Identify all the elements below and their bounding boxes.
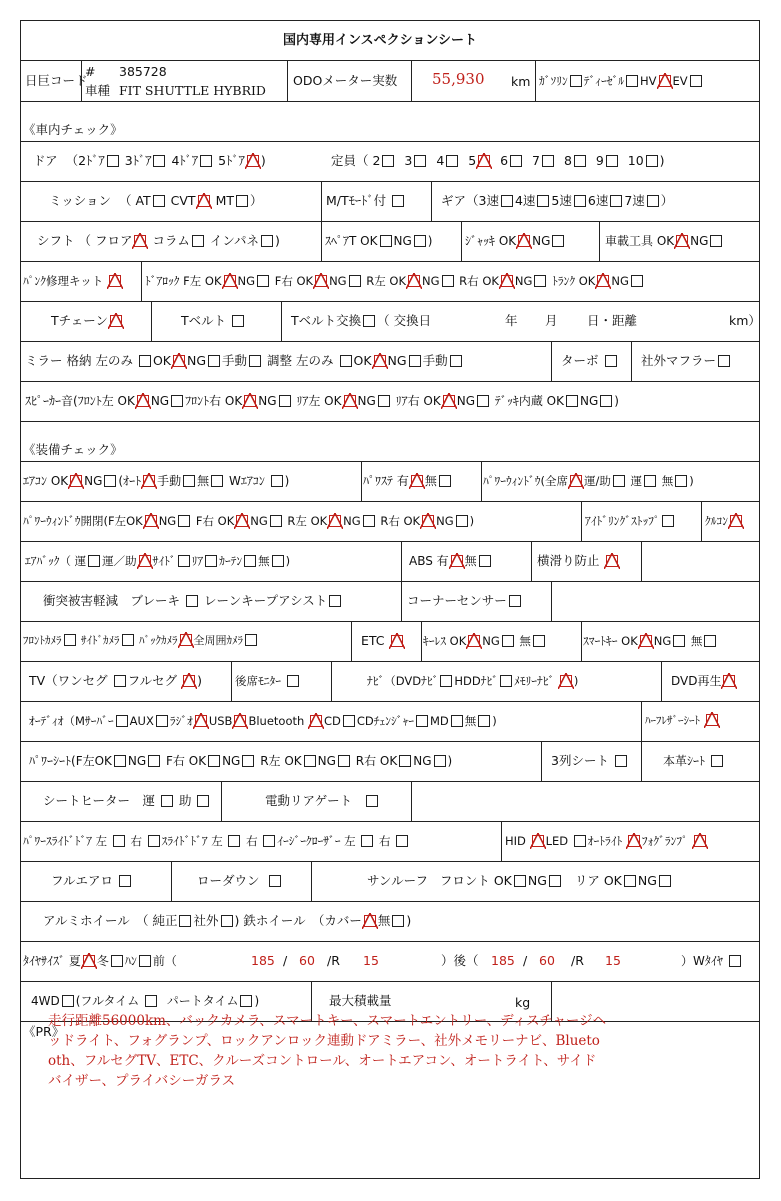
lock-rr-ok-checkbox[interactable] (501, 275, 513, 287)
jack-ng-checkbox[interactable] (552, 235, 564, 247)
tire-han-checkbox[interactable] (139, 955, 151, 967)
speaker-row: ｽﾋﾟｰｶｰ音(ﾌﾛﾝﾄ左 OK NG ﾌﾛﾝﾄ右 OK NG ﾘｱ左 OK NG ﾘｱ右 OK NG ﾃﾞｯｷ内蔵 OK NG ) (25, 394, 619, 408)
tbelt-change-row: Tベルト交換 （ 交換日 (291, 313, 432, 328)
slide-left-checkbox[interactable] (228, 835, 240, 847)
door-4-checkbox[interactable] (200, 155, 212, 167)
third-row-row: 3列シート (551, 753, 629, 769)
collision-row: 衝突被害軽減 ブレーキ レーンキープアシスト (43, 593, 343, 609)
speaker-deck-ok-checkbox[interactable] (566, 395, 578, 407)
shift-row: シフト （ フロア コラム インパネ ) (37, 233, 280, 248)
pw-fr-ng-checkbox[interactable] (270, 515, 282, 527)
easy-closer-left-checkbox[interactable] (361, 835, 373, 847)
aircon-auto-checkbox[interactable] (143, 475, 155, 487)
audio-mserver-checkbox[interactable] (116, 715, 128, 727)
gear-7-checkbox[interactable] (647, 195, 659, 207)
lights-row: HID LED ｵｰﾄﾗｲﾄ ﾌｫｸﾞﾗﾝﾌﾟ (505, 833, 708, 849)
speaker-fl-ng-checkbox[interactable] (171, 395, 183, 407)
model-name: FIT SHUTTLE HYBRID (119, 83, 266, 98)
mt-mode-checkbox[interactable] (392, 195, 404, 207)
keyless-none-checkbox[interactable] (533, 635, 545, 647)
pr-line: ッドライト、フォグランプ、ロックアンロック連動ドアミラー、社外メモリーナビ、Blueto (48, 1033, 600, 1049)
capacity-7-checkbox[interactable] (542, 155, 554, 167)
capacity-9-checkbox[interactable] (606, 155, 618, 167)
muffler-checkbox[interactable] (718, 355, 730, 367)
mirror-fold-ng-checkbox[interactable] (208, 355, 220, 367)
gear-4-checkbox[interactable] (537, 195, 549, 207)
full-aero-checkbox[interactable] (119, 875, 131, 887)
audio-row: ｵｰﾃﾞｨｵ（Mｻｰﾊﾞｰ AUX ﾗｼﾞｵ USB Bluetooth CD CDﾁｪﾝｼﾞｬｰ MD 無 ) (29, 714, 497, 728)
mirror-row: ミラー 格納 左のみ OK NG 手動 調整 左のみ OK NG 手動 (25, 353, 464, 369)
tire-summer-checkbox[interactable] (83, 955, 95, 967)
tv-fullseg-checkbox[interactable] (183, 675, 195, 687)
cruise-checkbox[interactable] (730, 515, 742, 527)
aircon-w-checkbox[interactable] (271, 475, 283, 487)
around-camera-checkbox[interactable] (245, 634, 257, 646)
audio-bluetooth-checkbox[interactable] (310, 715, 322, 727)
inspection-sheet (20, 20, 760, 1179)
tbelt-day-distance: 日・距離 (587, 313, 638, 328)
seat-heater-drv-checkbox[interactable] (161, 795, 173, 807)
smartkey-ng-checkbox[interactable] (673, 635, 685, 647)
jack-row: ｼﾞｬｯｷ OK NG (465, 233, 566, 249)
rear-tire-width: 185 (491, 953, 515, 968)
speaker-fl-ok-checkbox[interactable] (137, 395, 149, 407)
4wd-full-checkbox[interactable] (145, 995, 157, 1007)
stock-prefix: # (85, 64, 96, 79)
odo-value: 55,930 (432, 70, 485, 88)
idle-stop-checkbox[interactable] (662, 515, 674, 527)
capacity-4-checkbox[interactable] (446, 155, 458, 167)
power-steering-row: ﾊﾟﾜｽﾃ 有 無 (363, 473, 453, 489)
audio-usb-checkbox[interactable] (234, 715, 246, 727)
spare-ok-checkbox[interactable] (380, 235, 392, 247)
mission-row: ミッション （ AT CVT MT ） (49, 193, 263, 208)
navi-hdd-checkbox[interactable] (500, 675, 512, 687)
airbag-none-checkbox[interactable] (272, 555, 284, 567)
gear-5-checkbox[interactable] (574, 195, 586, 207)
abs-no-checkbox[interactable] (479, 555, 491, 567)
dvd-checkbox[interactable] (723, 675, 735, 687)
rear-monitor-row: 後席ﾓﾆﾀｰ (235, 673, 301, 689)
hv-checkbox[interactable] (659, 75, 671, 87)
steel-cover-checkbox[interactable] (364, 915, 376, 927)
tools-ng-checkbox[interactable] (710, 235, 722, 247)
power-window-none-checkbox[interactable] (675, 475, 687, 487)
pr-text (48, 1011, 658, 1091)
door-3-checkbox[interactable] (153, 155, 165, 167)
pw-fl-ng-checkbox[interactable] (178, 515, 190, 527)
pw-open-row: ﾊﾟﾜｰｳｨﾝﾄﾞｳ開閉(F左OK NG F右 OK NG R左 OK NG R右 OK NG ) (23, 514, 475, 528)
door-5-checkbox[interactable] (247, 155, 259, 167)
front-camera-checkbox[interactable] (64, 634, 76, 646)
full-aero-row: フルエアロ (51, 873, 133, 889)
camera-row: ﾌﾛﾝﾄｶﾒﾗ ｻｲﾄﾞｶﾒﾗ ﾊﾞｯｸｶﾒﾗ 全周囲ｶﾒﾗ (23, 633, 259, 649)
power-steering-yes-checkbox[interactable] (411, 475, 423, 487)
front-tire-slash: / (283, 953, 288, 968)
capacity-row: 定員（ 2 3 4 5 6 7 8 9 10 ) (331, 153, 665, 168)
aircon-ok-checkbox[interactable] (70, 475, 82, 487)
abs-yes-checkbox[interactable] (451, 555, 463, 567)
rear-tire-r: /R (571, 953, 584, 968)
seat-rr-ng-checkbox[interactable] (434, 755, 446, 767)
mirror-adjust-manual-checkbox[interactable] (450, 355, 462, 367)
aircon-row: ｴｱｺﾝ OK NG (ｵｰﾄ 手動 無 Wｴｱｺﾝ ) (23, 474, 290, 488)
half-leather-checkbox[interactable] (706, 714, 718, 726)
capacity-2-checkbox[interactable] (382, 155, 394, 167)
4wd-row: 4WD (フルタイム パートタイム ) (31, 994, 260, 1008)
code-label: 日巨コード (25, 73, 88, 88)
mt-mode-row: M/Tﾓｰﾄﾞ付 (326, 193, 406, 209)
power-window-row: ﾊﾟﾜｰｳｨﾝﾄﾞｳ(全席 運/助 運 無 ) (483, 474, 694, 488)
corner-sensor-row: コーナーセンサー (407, 593, 523, 609)
corner-sensor-checkbox[interactable] (509, 595, 521, 607)
turbo-checkbox[interactable] (605, 355, 617, 367)
capacity-10-checkbox[interactable] (646, 155, 658, 167)
rear-tire-slash: / (523, 953, 528, 968)
lock-fl-ok-checkbox[interactable] (224, 275, 236, 287)
collision-brake-checkbox[interactable] (186, 595, 198, 607)
speaker-rr-ok-checkbox[interactable] (443, 395, 455, 407)
tire-row: ﾀｲﾔｻｲｽﾞ 夏 冬 ﾊﾝ 前（ (23, 954, 177, 968)
w-tire-checkbox[interactable] (729, 955, 741, 967)
mirror-fold-left-checkbox[interactable] (139, 355, 151, 367)
navi-row: ﾅﾋﾞ（DVDﾅﾋﾞ HDDﾅﾋﾞ ﾒﾓﾘｰﾅﾋﾞ ) (367, 674, 579, 688)
audio-aux-checkbox[interactable] (156, 715, 168, 727)
power-slide-right-checkbox[interactable] (148, 835, 160, 847)
front-tire-ratio: 60 (299, 953, 315, 968)
mirror-fold-manual-checkbox[interactable] (249, 355, 261, 367)
audio-radio-checkbox[interactable] (195, 715, 207, 727)
half-leather-row: ﾊｰﾌﾚｻﾞｰｼｰﾄ (645, 713, 720, 729)
abs-row: ABS 有 無 (409, 553, 493, 569)
rear-tire-open: ）後（ (441, 953, 479, 968)
mirror-adjust-ng-checkbox[interactable] (409, 355, 421, 367)
ev-checkbox[interactable] (690, 75, 702, 87)
stock-number: 385728 (119, 64, 167, 79)
sunroof-front-ng-checkbox[interactable] (549, 875, 561, 887)
seat-rl-ok-checkbox[interactable] (304, 755, 316, 767)
seat-fr-ok-checkbox[interactable] (208, 755, 220, 767)
front-tire-rim: 15 (363, 953, 379, 968)
pw-rl-ng-checkbox[interactable] (363, 515, 375, 527)
tools-row: 車載工具 OK NG (605, 233, 724, 249)
jack-ok-checkbox[interactable] (518, 235, 530, 247)
tbelt-checkbox[interactable] (232, 315, 244, 327)
lock-trunk-ok-checkbox[interactable] (597, 275, 609, 287)
fog-lamp-checkbox[interactable] (694, 835, 706, 847)
auto-light-checkbox[interactable] (628, 835, 640, 847)
easy-closer-right-checkbox[interactable] (396, 835, 408, 847)
tools-ok-checkbox[interactable] (676, 235, 688, 247)
mirror-fold-ok-checkbox[interactable] (173, 355, 185, 367)
wheel-row: アルミホイール （ 純正 社外 ) 鉄ホイール （カバー 無 ) (43, 913, 412, 928)
back-camera-checkbox[interactable] (180, 634, 192, 646)
lane-keep-checkbox[interactable] (329, 595, 341, 607)
audio-none-checkbox[interactable] (478, 715, 490, 727)
aircon-manual-checkbox[interactable] (183, 475, 195, 487)
sunroof-rear-ok-checkbox[interactable] (624, 875, 636, 887)
rear-monitor-checkbox[interactable] (287, 675, 299, 687)
tbelt-km: km） (729, 313, 761, 328)
lowdown-row: ローダウン (197, 873, 283, 889)
airbag-drv-pass-checkbox[interactable] (139, 555, 151, 567)
mirror-adjust-ok-checkbox[interactable] (374, 355, 386, 367)
seat-heater-pass-checkbox[interactable] (197, 795, 209, 807)
gear-3-checkbox[interactable] (501, 195, 513, 207)
tire-winter-checkbox[interactable] (111, 955, 123, 967)
door-lock-row: ﾄﾞｱﾛｯｸ F左 OK NG F右 OK NG R左 OK NG R右 OK NG ﾄﾗﾝｸ OK NG (145, 273, 645, 289)
navi-memory-checkbox[interactable] (560, 675, 572, 687)
alloy-aftermarket-checkbox[interactable] (221, 915, 233, 927)
steel-none-checkbox[interactable] (392, 915, 404, 927)
cvt-checkbox[interactable] (198, 195, 210, 207)
puncture-kit-checkbox[interactable] (109, 275, 121, 287)
led-checkbox[interactable] (574, 835, 586, 847)
door-row: ドア （2ﾄﾞｱ 3ﾄﾞｱ 4ﾄﾞｱ 5ﾄﾞｱ ) (33, 153, 266, 168)
4wd-checkbox[interactable] (62, 995, 74, 1007)
tchain-row: Tチェーン (51, 313, 124, 329)
odo-unit: km (511, 74, 531, 89)
puncture-kit-row: ﾊﾟﾝｸ修理キット (23, 273, 123, 289)
diesel-checkbox[interactable] (626, 75, 638, 87)
pw-fr-ok-checkbox[interactable] (236, 515, 248, 527)
power-window-drv-checkbox[interactable] (644, 475, 656, 487)
capacity-5-checkbox[interactable] (478, 155, 490, 167)
interior-header: 《車内チェック》 (23, 122, 123, 137)
seat-rl-ng-checkbox[interactable] (338, 755, 350, 767)
mirror-adjust-left-checkbox[interactable] (340, 355, 352, 367)
power-tailgate-checkbox[interactable] (366, 795, 378, 807)
spare-row: ｽﾍﾟｱT OK NG ) (325, 234, 433, 248)
seat-heater-row: シートヒーター 運 助 (43, 793, 211, 809)
front-tire-r: /R (327, 953, 340, 968)
front-tire-width: 185 (251, 953, 275, 968)
speaker-deck-ng-checkbox[interactable] (600, 395, 612, 407)
seat-fl-ok-checkbox[interactable] (114, 755, 126, 767)
keyless-ng-checkbox[interactable] (502, 635, 514, 647)
rear-tire-rim: 15 (605, 953, 621, 968)
muffler-row: 社外マフラー (641, 353, 732, 369)
pw-rr-ok-checkbox[interactable] (422, 515, 434, 527)
idle-stop-row: ｱｲﾄﾞﾘﾝｸﾞｽﾄｯﾌﾟ (585, 513, 676, 529)
model-label: 車種 (85, 83, 111, 98)
smartkey-ok-checkbox[interactable] (640, 635, 652, 647)
aircon-none-checkbox[interactable] (211, 475, 223, 487)
etc-checkbox[interactable] (391, 635, 403, 647)
fuel-row: ｶﾞｿﾘﾝ ﾃﾞｨｰｾﾞﾙ HV EV (539, 73, 704, 89)
lowdown-checkbox[interactable] (269, 875, 281, 887)
seat-fr-ng-checkbox[interactable] (242, 755, 254, 767)
hid-checkbox[interactable] (532, 835, 544, 847)
tv-row: TV（ワンセグ フルセグ ) (29, 673, 203, 688)
tbelt-row: Tベルト (181, 313, 246, 329)
pw-rl-ok-checkbox[interactable] (329, 515, 341, 527)
slide-right-checkbox[interactable] (263, 835, 275, 847)
airbag-row: ｴｱﾊﾞｯｸ（ 運 運／助 ｻｲﾄﾞ ﾘｱ ｶｰﾃﾝ 無 ) (25, 554, 291, 568)
airbag-side-checkbox[interactable] (178, 555, 190, 567)
turbo-row: ターボ (561, 353, 619, 369)
speaker-rr-ng-checkbox[interactable] (477, 395, 489, 407)
column-shift-checkbox[interactable] (192, 235, 204, 247)
alloy-oem-checkbox[interactable] (179, 915, 191, 927)
airbag-curtain-checkbox[interactable] (244, 555, 256, 567)
tv-oneseg-checkbox[interactable] (114, 675, 126, 687)
inpane-shift-checkbox[interactable] (261, 235, 273, 247)
max-load-unit: kg (515, 995, 531, 1010)
audio-md-checkbox[interactable] (451, 715, 463, 727)
aircon-ng-checkbox[interactable] (104, 475, 116, 487)
capacity-8-checkbox[interactable] (574, 155, 586, 167)
speaker-rl-ng-checkbox[interactable] (378, 395, 390, 407)
pr-line: oth、フルセグTV、ETC、クルーズコントロール、オートエアコン、オートライト、サイド (48, 1053, 597, 1069)
pr-line: 走行距離56000km、バックカメラ、スマートキー、スマートエントリー、ディスチャージヘ (48, 1013, 607, 1029)
gear-row: ギア（3速 4速 5速 6速 7速 ） (441, 193, 674, 208)
leather-checkbox[interactable] (711, 755, 723, 767)
sunroof-row: サンルーフ フロント OK NG リア OK NG (367, 873, 673, 889)
audio-cd-checkbox[interactable] (343, 715, 355, 727)
pw-fl-ok-checkbox[interactable] (145, 515, 157, 527)
pw-rr-ng-checkbox[interactable] (456, 515, 468, 527)
capacity-6-checkbox[interactable] (510, 155, 522, 167)
seat-rr-ok-checkbox[interactable] (399, 755, 411, 767)
mt-checkbox[interactable] (236, 195, 248, 207)
door-2-checkbox[interactable] (107, 155, 119, 167)
pr-label: 《PR》 (23, 1024, 65, 1039)
leather-row: 本革ｼｰﾄ (663, 753, 725, 769)
sunroof-rear-ng-checkbox[interactable] (659, 875, 671, 887)
power-tailgate-row: 電動リアゲート (265, 793, 380, 809)
navi-dvd-checkbox[interactable] (440, 675, 452, 687)
etc-row: ETC (361, 633, 405, 649)
spare-ng-checkbox[interactable] (414, 235, 426, 247)
sheet-title: 国内専用インスペクションシート (283, 33, 478, 48)
side-camera-checkbox[interactable] (122, 634, 134, 646)
4wd-part-checkbox[interactable] (240, 995, 252, 1007)
power-window-all-checkbox[interactable] (570, 475, 582, 487)
lock-fr-ng-checkbox[interactable] (349, 275, 361, 287)
keyless-row: ｷｰﾚｽ OK NG 無 (423, 633, 547, 649)
smartkey-row: ｽﾏｰﾄｷｰ OK NG 無 (583, 633, 718, 649)
rear-tire-ratio: 60 (539, 953, 555, 968)
lock-fl-ng-checkbox[interactable] (257, 275, 269, 287)
power-slide-left-checkbox[interactable] (113, 835, 125, 847)
lock-rl-ok-checkbox[interactable] (408, 275, 420, 287)
slide-door-row: ﾊﾟﾜｰｽﾗｲﾄﾞﾄﾞｱ 左 右 ｽﾗｲﾄﾞﾄﾞｱ 左 右 ｲｰｼﾞｰｸﾛｰｻﾞｰ 左 右 (23, 833, 410, 849)
equipment-header: 《装備チェック》 (23, 442, 123, 457)
airbag-rear-checkbox[interactable] (205, 555, 217, 567)
skid-checkbox[interactable] (606, 555, 618, 567)
smartkey-none-checkbox[interactable] (704, 635, 716, 647)
keyless-ok-checkbox[interactable] (468, 635, 480, 647)
third-row-checkbox[interactable] (615, 755, 627, 767)
gear-6-checkbox[interactable] (610, 195, 622, 207)
pr-line: バイザー、プライバシーガラス (48, 1073, 236, 1089)
lock-rl-ng-checkbox[interactable] (442, 275, 454, 287)
speaker-fr-ok-checkbox[interactable] (244, 395, 256, 407)
lock-rr-ng-checkbox[interactable] (534, 275, 546, 287)
speaker-fr-ng-checkbox[interactable] (279, 395, 291, 407)
cruise-row: ｸﾙｺﾝ (705, 513, 744, 529)
power-steering-no-checkbox[interactable] (439, 475, 451, 487)
capacity-3-checkbox[interactable] (414, 155, 426, 167)
sunroof-front-ok-checkbox[interactable] (514, 875, 526, 887)
w-tire-row: ）Wﾀｲﾔ (681, 953, 743, 969)
odo-label: ODOメーター実数 (293, 73, 398, 88)
tbelt-year: 年 (505, 313, 518, 328)
tbelt-month: 月 (545, 313, 558, 328)
audio-changer-checkbox[interactable] (416, 715, 428, 727)
floor-shift-checkbox[interactable] (134, 235, 146, 247)
airbag-drv-checkbox[interactable] (88, 555, 100, 567)
power-window-drv-pass-checkbox[interactable] (613, 475, 625, 487)
skid-row: 横滑り防止 (537, 553, 620, 569)
tchain-checkbox[interactable] (110, 315, 122, 327)
seat-fl-ng-checkbox[interactable] (148, 755, 160, 767)
tbelt-change-checkbox[interactable] (363, 315, 375, 327)
dvd-row: DVD再生 (671, 673, 737, 689)
max-load-label: 最大積載量 (329, 993, 392, 1008)
power-seat-row: ﾊﾟﾜｰｼｰﾄ(F左OK NG F右 OK NG R左 OK NG R右 OK NG ) (29, 754, 453, 768)
speaker-rl-ok-checkbox[interactable] (344, 395, 356, 407)
lock-fr-ok-checkbox[interactable] (315, 275, 327, 287)
gasoline-checkbox[interactable] (570, 75, 582, 87)
at-checkbox[interactable] (153, 195, 165, 207)
lock-trunk-ng-checkbox[interactable] (631, 275, 643, 287)
